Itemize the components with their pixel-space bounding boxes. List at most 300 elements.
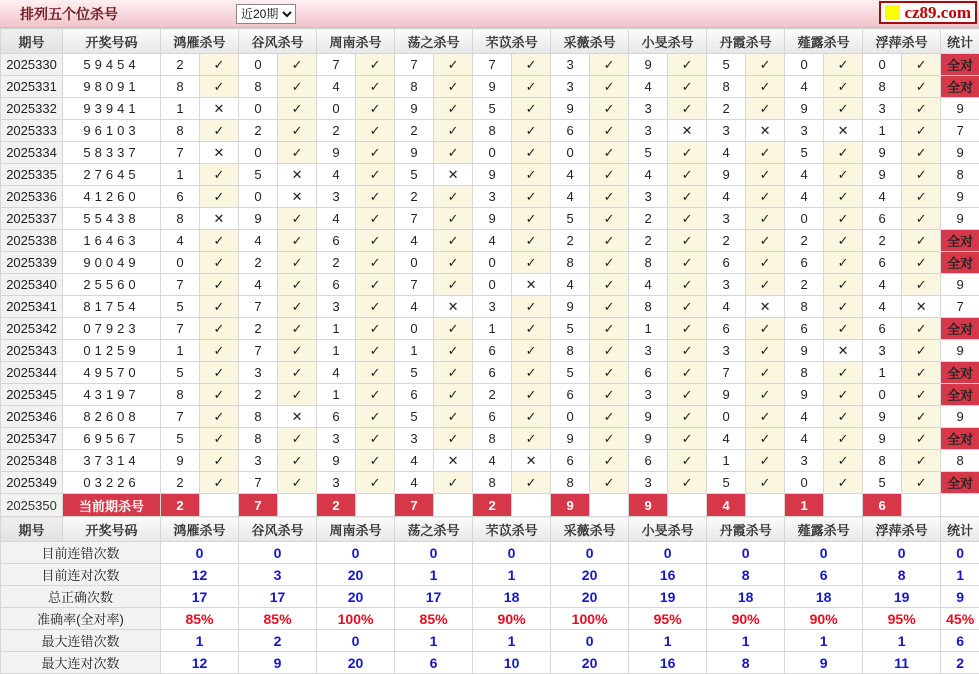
draw-numbers-cell: 90049 <box>63 252 161 274</box>
draw-numbers-cell: 93941 <box>63 98 161 120</box>
summary-value: 12 <box>161 652 239 674</box>
check-icon: ✓ <box>746 428 785 450</box>
summary-value: 8 <box>707 652 785 674</box>
table-row <box>1 274 979 296</box>
check-icon: ✓ <box>512 296 551 318</box>
kill-number-cell: 2 <box>395 186 434 208</box>
table-row <box>1 428 979 450</box>
kill-number-cell: 4 <box>395 230 434 252</box>
summary-label: 目前连对次数 <box>1 564 161 586</box>
kill-number-cell: 2 <box>239 252 278 274</box>
summary-value: 0 <box>317 542 395 564</box>
logo-text: cz89.com <box>904 3 971 23</box>
summary-value: 90% <box>473 608 551 630</box>
kill-number-cell: 4 <box>473 450 512 472</box>
period-cell: 2025331 <box>1 76 63 98</box>
check-icon: ✓ <box>434 274 473 296</box>
kill-number-cell: 2 <box>161 54 200 76</box>
kill-number-cell: 5 <box>707 472 746 494</box>
check-icon: ✓ <box>356 142 395 164</box>
check-icon: ✓ <box>512 384 551 406</box>
check-icon: ✓ <box>902 362 941 384</box>
kill-number-cell: 8 <box>707 76 746 98</box>
kill-number-cell: 4 <box>395 296 434 318</box>
column-header-expert-7: 小旻杀号 <box>629 29 707 54</box>
kill-number-cell: 5 <box>551 318 590 340</box>
kill-number-cell: 1 <box>317 384 356 406</box>
current-kill-number-cell: 1 <box>785 494 824 517</box>
draw-numbers-cell: 41260 <box>63 186 161 208</box>
summary-value: 100% <box>551 608 629 630</box>
current-kill-number-cell: 6 <box>863 494 902 517</box>
kill-number-cell: 8 <box>785 362 824 384</box>
kill-number-cell: 4 <box>863 296 902 318</box>
kill-number-cell: 8 <box>473 428 512 450</box>
kill-number-cell: 0 <box>785 472 824 494</box>
kill-number-cell: 4 <box>629 76 668 98</box>
check-icon: ✓ <box>668 428 707 450</box>
kill-number-cell: 2 <box>395 120 434 142</box>
kill-number-cell: 9 <box>395 98 434 120</box>
column-header-period: 期号 <box>1 29 63 54</box>
check-icon: ✓ <box>278 252 317 274</box>
check-icon: ✓ <box>590 54 629 76</box>
summary-value: 95% <box>863 608 941 630</box>
kill-number-cell: 4 <box>707 296 746 318</box>
check-icon: ✓ <box>512 406 551 428</box>
cross-icon: ✕ <box>278 164 317 186</box>
kill-number-cell: 9 <box>863 406 902 428</box>
current-kill-number-cell: 9 <box>551 494 590 517</box>
check-icon: ✓ <box>200 296 239 318</box>
kill-number-cell: 3 <box>785 120 824 142</box>
check-icon: ✓ <box>512 362 551 384</box>
column-header-expert-9: 薤露杀号 <box>785 29 863 54</box>
summary-value: 12 <box>161 564 239 586</box>
kill-number-cell: 8 <box>239 428 278 450</box>
table-row <box>1 384 979 406</box>
check-icon: ✓ <box>590 120 629 142</box>
kill-number-cell: 6 <box>473 362 512 384</box>
table-row <box>1 164 979 186</box>
kill-number-cell: 4 <box>473 230 512 252</box>
period-cell: 2025330 <box>1 54 63 76</box>
kill-number-cell: 1 <box>707 450 746 472</box>
summary-label: 最大连对次数 <box>1 652 161 674</box>
column-header-expert-4: 荡之杀号 <box>395 517 473 542</box>
check-icon: ✓ <box>278 472 317 494</box>
check-icon: ✓ <box>200 186 239 208</box>
kill-number-cell: 7 <box>239 340 278 362</box>
period-cell: 2025333 <box>1 120 63 142</box>
check-icon: ✓ <box>200 340 239 362</box>
kill-number-cell: 3 <box>239 362 278 384</box>
check-icon: ✓ <box>668 362 707 384</box>
column-header-expert-1: 鸿雁杀号 <box>161 517 239 542</box>
stat-cell: 全对 <box>941 230 979 252</box>
period-cell: 2025348 <box>1 450 63 472</box>
summary-value: 100% <box>317 608 395 630</box>
summary-value: 6 <box>395 652 473 674</box>
kill-number-cell: 4 <box>863 274 902 296</box>
check-icon: ✓ <box>356 274 395 296</box>
kill-number-cell: 4 <box>317 208 356 230</box>
current-kill-number-cell: 7 <box>239 494 278 517</box>
cross-icon: ✕ <box>200 98 239 120</box>
kill-number-cell: 0 <box>239 142 278 164</box>
table-row <box>1 296 979 318</box>
kill-number-cell: 0 <box>239 54 278 76</box>
kill-number-cell: 4 <box>551 164 590 186</box>
cross-icon: ✕ <box>434 450 473 472</box>
check-icon: ✓ <box>434 98 473 120</box>
check-icon: ✓ <box>200 164 239 186</box>
summary-value: 20 <box>317 564 395 586</box>
kill-number-cell: 9 <box>317 450 356 472</box>
empty-mark-cell <box>512 494 551 517</box>
check-icon: ✓ <box>824 98 863 120</box>
draw-numbers-cell: 27645 <box>63 164 161 186</box>
kill-number-cell: 7 <box>395 274 434 296</box>
kill-number-cell: 4 <box>551 274 590 296</box>
draw-numbers-cell: 69567 <box>63 428 161 450</box>
period-cell: 2025349 <box>1 472 63 494</box>
check-icon: ✓ <box>668 340 707 362</box>
kill-number-cell: 8 <box>629 296 668 318</box>
kill-number-cell: 4 <box>317 362 356 384</box>
period-range-select[interactable] <box>236 4 296 24</box>
check-icon: ✓ <box>200 120 239 142</box>
check-icon: ✓ <box>278 362 317 384</box>
period-cell: 2025338 <box>1 230 63 252</box>
stat-cell: 全对 <box>941 428 979 450</box>
check-icon: ✓ <box>746 384 785 406</box>
empty-mark-cell <box>668 494 707 517</box>
kill-number-cell: 4 <box>551 186 590 208</box>
check-icon: ✓ <box>278 318 317 340</box>
stat-cell: 9 <box>941 142 979 164</box>
check-icon: ✓ <box>200 76 239 98</box>
check-icon: ✓ <box>824 406 863 428</box>
summary-value: 1 <box>707 630 785 652</box>
check-icon: ✓ <box>356 164 395 186</box>
kill-number-cell: 6 <box>161 186 200 208</box>
check-icon: ✓ <box>590 186 629 208</box>
kill-number-cell: 9 <box>317 142 356 164</box>
check-icon: ✓ <box>434 472 473 494</box>
summary-value: 90% <box>785 608 863 630</box>
current-kill-number-cell: 2 <box>317 494 356 517</box>
site-logo[interactable] <box>879 1 977 24</box>
draw-numbers-cell: 43197 <box>63 384 161 406</box>
cross-icon: ✕ <box>434 296 473 318</box>
check-icon: ✓ <box>278 120 317 142</box>
check-icon: ✓ <box>746 362 785 384</box>
summary-value: 1 <box>473 630 551 652</box>
summary-value: 0 <box>551 542 629 564</box>
check-icon: ✓ <box>278 428 317 450</box>
check-icon: ✓ <box>824 164 863 186</box>
kill-number-cell: 4 <box>707 186 746 208</box>
check-icon: ✓ <box>824 296 863 318</box>
empty-mark-cell <box>590 494 629 517</box>
column-header-draw: 开奖号码 <box>63 517 161 542</box>
summary-value: 1 <box>395 630 473 652</box>
kill-number-cell: 0 <box>863 384 902 406</box>
check-icon: ✓ <box>824 142 863 164</box>
check-icon: ✓ <box>746 450 785 472</box>
column-header-expert-2: 谷风杀号 <box>239 29 317 54</box>
kill-number-cell: 7 <box>161 406 200 428</box>
summary-row <box>1 586 979 608</box>
check-icon: ✓ <box>356 186 395 208</box>
column-header-expert-9: 薤露杀号 <box>785 517 863 542</box>
check-icon: ✓ <box>434 428 473 450</box>
kill-number-cell: 9 <box>161 450 200 472</box>
period-cell: 2025341 <box>1 296 63 318</box>
kill-number-cell: 8 <box>473 120 512 142</box>
draw-numbers-cell: 37314 <box>63 450 161 472</box>
draw-numbers-cell: 16463 <box>63 230 161 252</box>
kill-number-cell: 3 <box>473 296 512 318</box>
check-icon: ✓ <box>512 120 551 142</box>
stat-cell: 全对 <box>941 318 979 340</box>
summary-value: 16 <box>629 564 707 586</box>
check-icon: ✓ <box>746 164 785 186</box>
kill-number-cell: 3 <box>707 120 746 142</box>
table-row <box>1 362 979 384</box>
kill-number-cell: 8 <box>863 450 902 472</box>
logo-square-icon <box>885 5 900 20</box>
summary-value: 0 <box>551 630 629 652</box>
kill-number-cell: 4 <box>317 164 356 186</box>
kill-number-cell: 5 <box>785 142 824 164</box>
kill-number-cell: 8 <box>395 76 434 98</box>
kill-number-cell: 9 <box>395 142 434 164</box>
kill-number-cell: 6 <box>629 362 668 384</box>
kill-number-table <box>0 28 979 674</box>
kill-number-cell: 5 <box>629 142 668 164</box>
check-icon: ✓ <box>668 384 707 406</box>
summary-row <box>1 608 979 630</box>
check-icon: ✓ <box>668 318 707 340</box>
kill-number-cell: 8 <box>785 296 824 318</box>
kill-number-cell: 2 <box>317 252 356 274</box>
check-icon: ✓ <box>590 472 629 494</box>
kill-number-cell: 5 <box>473 98 512 120</box>
kill-number-cell: 7 <box>161 318 200 340</box>
kill-number-cell: 0 <box>317 98 356 120</box>
check-icon: ✓ <box>902 318 941 340</box>
kill-number-cell: 1 <box>629 318 668 340</box>
check-icon: ✓ <box>902 186 941 208</box>
summary-value: 17 <box>395 586 473 608</box>
page-title: 排列五个位杀号 <box>20 4 118 24</box>
kill-number-cell: 2 <box>707 98 746 120</box>
summary-stat-value: 1 <box>941 564 979 586</box>
check-icon: ✓ <box>278 340 317 362</box>
kill-number-cell: 3 <box>239 450 278 472</box>
summary-value: 18 <box>473 586 551 608</box>
check-icon: ✓ <box>356 472 395 494</box>
kill-number-cell: 8 <box>863 76 902 98</box>
summary-value: 17 <box>239 586 317 608</box>
kill-number-cell: 3 <box>629 186 668 208</box>
kill-number-cell: 9 <box>785 340 824 362</box>
period-cell: 2025342 <box>1 318 63 340</box>
table-row <box>1 318 979 340</box>
column-header-draw: 开奖号码 <box>63 29 161 54</box>
kill-number-cell: 6 <box>785 318 824 340</box>
empty-mark-cell <box>356 494 395 517</box>
summary-stat-value: 2 <box>941 652 979 674</box>
summary-value: 1 <box>161 630 239 652</box>
check-icon: ✓ <box>512 186 551 208</box>
current-kill-number-cell: 2 <box>161 494 200 517</box>
stat-cell: 9 <box>941 186 979 208</box>
cross-icon: ✕ <box>278 186 317 208</box>
summary-value: 85% <box>395 608 473 630</box>
stat-cell: 9 <box>941 340 979 362</box>
check-icon: ✓ <box>902 98 941 120</box>
kill-number-cell: 8 <box>161 384 200 406</box>
check-icon: ✓ <box>746 340 785 362</box>
check-icon: ✓ <box>434 252 473 274</box>
draw-numbers-cell: 25560 <box>63 274 161 296</box>
check-icon: ✓ <box>746 76 785 98</box>
check-icon: ✓ <box>434 384 473 406</box>
stat-cell: 全对 <box>941 252 979 274</box>
stat-cell: 8 <box>941 164 979 186</box>
kill-number-cell: 4 <box>785 428 824 450</box>
draw-numbers-cell: 96103 <box>63 120 161 142</box>
check-icon: ✓ <box>434 186 473 208</box>
cross-icon: ✕ <box>746 296 785 318</box>
table-row <box>1 230 979 252</box>
kill-number-cell: 1 <box>317 318 356 340</box>
summary-value: 2 <box>239 630 317 652</box>
stat-cell: 9 <box>941 208 979 230</box>
summary-row <box>1 630 979 652</box>
kill-number-cell: 4 <box>707 428 746 450</box>
check-icon: ✓ <box>200 428 239 450</box>
kill-number-cell: 1 <box>863 362 902 384</box>
check-icon: ✓ <box>590 164 629 186</box>
kill-number-cell: 4 <box>395 450 434 472</box>
kill-number-cell: 3 <box>863 340 902 362</box>
period-cell: 2025340 <box>1 274 63 296</box>
check-icon: ✓ <box>824 208 863 230</box>
summary-value: 0 <box>707 542 785 564</box>
kill-number-cell: 0 <box>551 406 590 428</box>
check-icon: ✓ <box>902 76 941 98</box>
column-header-stat: 统计 <box>941 517 979 542</box>
check-icon: ✓ <box>824 318 863 340</box>
check-icon: ✓ <box>902 274 941 296</box>
kill-number-cell: 4 <box>785 406 824 428</box>
check-icon: ✓ <box>434 120 473 142</box>
check-icon: ✓ <box>434 362 473 384</box>
check-icon: ✓ <box>902 384 941 406</box>
summary-value: 11 <box>863 652 941 674</box>
kill-number-cell: 8 <box>551 472 590 494</box>
kill-number-cell: 4 <box>239 230 278 252</box>
kill-number-cell: 9 <box>473 164 512 186</box>
check-icon: ✓ <box>746 274 785 296</box>
check-icon: ✓ <box>512 164 551 186</box>
kill-number-cell: 3 <box>317 186 356 208</box>
summary-stat-value: 9 <box>941 586 979 608</box>
check-icon: ✓ <box>512 142 551 164</box>
summary-stat-value: 6 <box>941 630 979 652</box>
summary-value: 16 <box>629 652 707 674</box>
kill-number-cell: 2 <box>707 230 746 252</box>
kill-number-cell: 9 <box>629 54 668 76</box>
cross-icon: ✕ <box>824 120 863 142</box>
kill-number-cell: 3 <box>629 384 668 406</box>
table-row <box>1 340 979 362</box>
check-icon: ✓ <box>668 274 707 296</box>
kill-number-cell: 5 <box>395 362 434 384</box>
kill-number-cell: 8 <box>551 252 590 274</box>
check-icon: ✓ <box>356 450 395 472</box>
kill-number-cell: 3 <box>551 76 590 98</box>
period-cell: 2025337 <box>1 208 63 230</box>
kill-number-cell: 0 <box>239 98 278 120</box>
check-icon: ✓ <box>824 54 863 76</box>
period-cell: 2025335 <box>1 164 63 186</box>
check-icon: ✓ <box>356 252 395 274</box>
check-icon: ✓ <box>824 472 863 494</box>
draw-numbers-cell: 81754 <box>63 296 161 318</box>
kill-number-cell: 2 <box>239 384 278 406</box>
cross-icon: ✕ <box>200 208 239 230</box>
kill-number-cell: 2 <box>785 230 824 252</box>
check-icon: ✓ <box>746 230 785 252</box>
summary-value: 8 <box>707 564 785 586</box>
check-icon: ✓ <box>200 384 239 406</box>
summary-value: 19 <box>629 586 707 608</box>
kill-number-cell: 8 <box>239 406 278 428</box>
check-icon: ✓ <box>512 54 551 76</box>
check-icon: ✓ <box>668 406 707 428</box>
period-cell: 2025344 <box>1 362 63 384</box>
kill-number-cell: 9 <box>629 406 668 428</box>
draw-numbers-cell: 49570 <box>63 362 161 384</box>
check-icon: ✓ <box>590 230 629 252</box>
empty-mark-cell <box>434 494 473 517</box>
kill-number-cell: 6 <box>707 252 746 274</box>
column-header-expert-6: 采薇杀号 <box>551 29 629 54</box>
kill-number-cell: 2 <box>629 208 668 230</box>
cross-icon: ✕ <box>512 450 551 472</box>
table-row <box>1 54 979 76</box>
table-row <box>1 142 979 164</box>
check-icon: ✓ <box>356 208 395 230</box>
check-icon: ✓ <box>356 318 395 340</box>
kill-number-cell: 6 <box>551 120 590 142</box>
kill-number-cell: 4 <box>395 472 434 494</box>
check-icon: ✓ <box>356 54 395 76</box>
top-bar <box>0 0 979 28</box>
current-kill-number-cell: 4 <box>707 494 746 517</box>
kill-number-cell: 5 <box>707 54 746 76</box>
check-icon: ✓ <box>356 120 395 142</box>
summary-value: 3 <box>239 564 317 586</box>
check-icon: ✓ <box>278 296 317 318</box>
check-icon: ✓ <box>824 230 863 252</box>
summary-value: 9 <box>785 652 863 674</box>
